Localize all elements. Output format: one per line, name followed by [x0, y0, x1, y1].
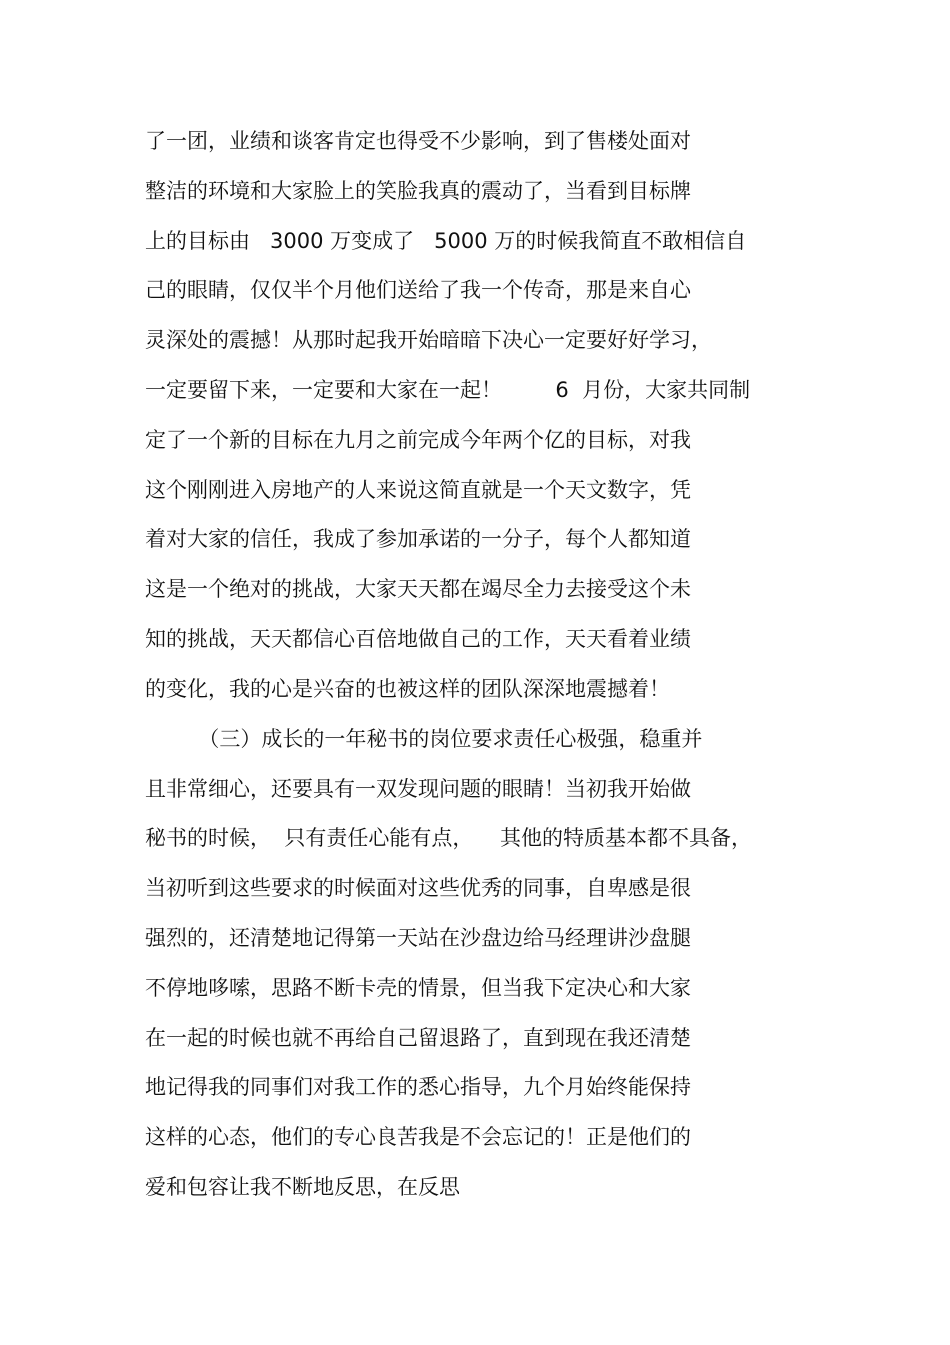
- text-line: 强烈的，还清楚地记得第一天站在沙盘边给马经理讲沙盘腿: [145, 926, 691, 950]
- text-line: 着对大家的信任，我成了参加承诺的一分子，每个人都知道: [145, 527, 691, 551]
- text-line: 的变化，我的心是兴奋的也被这样的团队深深地震撼着！: [145, 677, 670, 701]
- text-line: 当初听到这些要求的时候面对这些优秀的同事，自卑感是很: [145, 876, 691, 900]
- text-line: 定了一个新的目标在九月之前完成今年两个亿的目标，对我: [145, 428, 691, 452]
- text-line: 秘书的时候， 只有责任心能有点， 其他的特质基本都不具备，: [145, 826, 753, 850]
- text-line: 上的目标由 3000 万变成了 5000 万的时候我简直不敢相信自: [145, 229, 747, 253]
- text-line: 己的眼睛，仅仅半个月他们送给了我一个传奇，那是来自心: [145, 278, 691, 302]
- text-line: 这个刚刚进入房地产的人来说这简直就是一个天文数字，凭: [145, 478, 691, 502]
- text-line: 了一团，业绩和谈客肯定也得受不少影响，到了售楼处面对: [145, 129, 691, 153]
- text-line: 整洁的环境和大家脸上的笑脸我真的震动了，当看到目标牌: [145, 179, 691, 203]
- text-line: 这样的心态，他们的专心良苦我是不会忘记的！正是他们的: [145, 1125, 691, 1149]
- text-line: 一定要留下来，一定要和大家在一起！ 6 月份，大家共同制: [145, 378, 751, 402]
- text-line: 知的挑战，天天都信心百倍地做自己的工作，天天看着业绩: [145, 627, 691, 651]
- text-line: 爱和包容让我不断地反思，在反思: [145, 1175, 460, 1199]
- text-line: 且非常细心，还要具有一双发现问题的眼睛！当初我开始做: [145, 777, 691, 801]
- text-line: 在一起的时候也就不再给自己留退路了，直到现在我还清楚: [145, 1026, 691, 1050]
- text-line: 灵深处的震撼！从那时起我开始暗暗下决心一定要好好学习，: [145, 328, 712, 352]
- text-line: （三）成长的一年秘书的岗位要求责任心极强，稳重并: [145, 727, 703, 751]
- text-line: 这是一个绝对的挑战，大家天天都在竭尽全力去接受这个未: [145, 577, 691, 601]
- text-line: 不停地哆嗦，思路不断卡壳的情景，但当我下定决心和大家: [145, 976, 691, 1000]
- text-line: 地记得我的同事们对我工作的悉心指导，九个月始终能保持: [145, 1075, 691, 1099]
